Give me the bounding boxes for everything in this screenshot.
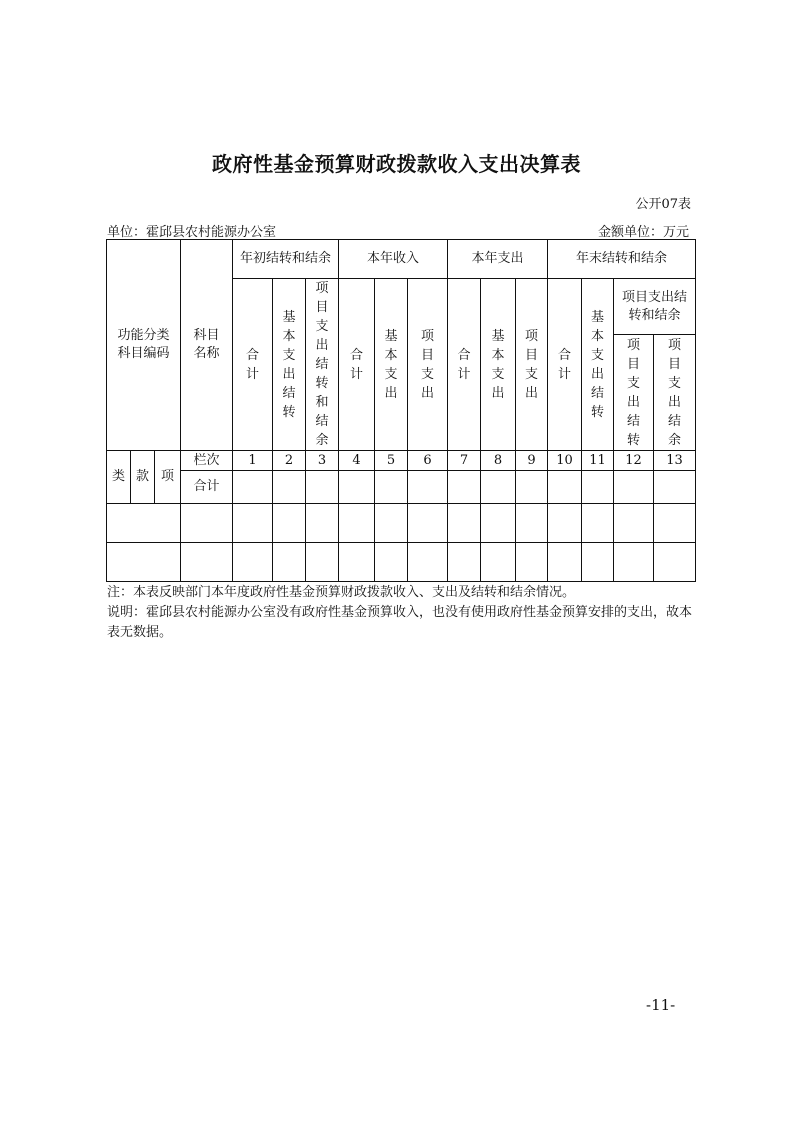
header-begin-total: 合计: [233, 279, 273, 451]
table-cell: [306, 471, 339, 504]
table-cell: [233, 471, 273, 504]
total-row-label: 合计: [181, 471, 233, 504]
header-end-total: 合计: [548, 279, 582, 451]
header-subject-name: 科目名称: [181, 240, 233, 451]
header-func-code: 功能分类科目编码: [107, 240, 181, 451]
table-cell: [273, 504, 306, 543]
table-cell: [408, 504, 448, 543]
table-cell: [273, 471, 306, 504]
header-begin-project-carry-balance: 项目支出结转和结余: [306, 279, 339, 451]
table-cell: [375, 543, 408, 582]
note-text: 注：本表反映部门本年度政府性基金预算财政拨款收入、支出及结转和结余情况。: [107, 585, 576, 600]
table-cell: [306, 504, 339, 543]
table-cell: [481, 543, 516, 582]
header-group-begin: 年初结转和结余: [233, 240, 339, 279]
col-number-4: 4: [339, 451, 375, 471]
table-cell: [516, 471, 548, 504]
col-number-3: 3: [306, 451, 339, 471]
table-cell: [339, 504, 375, 543]
table-cell: [233, 543, 273, 582]
table-cell: [548, 471, 582, 504]
header-group-end: 年末结转和结余: [548, 240, 696, 279]
table-cell: [339, 471, 375, 504]
table-cell: [654, 471, 696, 504]
table-cell: [582, 543, 614, 582]
header-income-basic: 基本支出: [375, 279, 408, 451]
table-row: [107, 543, 696, 582]
header-begin-basic-carry: 基本支出结转: [273, 279, 306, 451]
header-end-project-carry-balance: 项目支出结转和结余: [614, 279, 696, 335]
table-cell: [306, 543, 339, 582]
col-number-13: 13: [654, 451, 696, 471]
amount-unit: 金额单位：万元: [597, 225, 689, 240]
table-code: 公开07表: [635, 197, 691, 212]
table-cell: [339, 543, 375, 582]
header-group-expense: 本年支出: [448, 240, 548, 279]
table-cell: [448, 471, 481, 504]
page-number: -11-: [646, 996, 676, 1014]
table-cell: [481, 504, 516, 543]
header-end-project-carry: 项目支出结转: [614, 335, 654, 451]
table-cell: [548, 504, 582, 543]
table-cell: [448, 543, 481, 582]
header-end-basic-carry: 基本支出结转: [582, 279, 614, 451]
table-cell: [375, 504, 408, 543]
table-cell: [233, 504, 273, 543]
table-cell: [181, 543, 233, 582]
col-number-5: 5: [375, 451, 408, 471]
header-income-project: 项目支出: [408, 279, 448, 451]
col-number-12: 12: [614, 451, 654, 471]
table-cell: [516, 543, 548, 582]
header-expense-total: 合计: [448, 279, 481, 451]
table-cell: [614, 471, 654, 504]
table-cell: [481, 471, 516, 504]
lanci-label: 栏次: [181, 451, 233, 471]
explanation-text: 说明：霍邱县农村能源办公室没有政府性基金预算收入，也没有使用政府性基金预算安排的支出，故本表无数据。: [107, 605, 693, 640]
col-number-8: 8: [481, 451, 516, 471]
header-end-project-balance: 项目支出结余: [654, 335, 696, 451]
col-number-1: 1: [233, 451, 273, 471]
page-title: 政府性基金预算财政拨款收入支出决算表: [212, 152, 581, 176]
table-cell: [448, 504, 481, 543]
unit-label: 单位：霍邱县农村能源办公室: [107, 225, 277, 240]
code-xiang: 项: [155, 451, 181, 504]
fund-table: [106, 239, 696, 582]
col-number-6: 6: [408, 451, 448, 471]
table-cell: [614, 543, 654, 582]
table-cell: [614, 504, 654, 543]
table-cell: [654, 543, 696, 582]
table-cell: [107, 504, 181, 543]
table-row: [107, 504, 696, 543]
table-cell: [375, 471, 408, 504]
col-number-10: 10: [548, 451, 582, 471]
header-income-total: 合计: [339, 279, 375, 451]
col-number-9: 9: [516, 451, 548, 471]
table-cell: [516, 504, 548, 543]
table-cell: [273, 543, 306, 582]
col-number-2: 2: [273, 451, 306, 471]
header-group-income: 本年收入: [339, 240, 448, 279]
table-cell: [582, 471, 614, 504]
table-cell: [181, 504, 233, 543]
header-expense-project: 项目支出: [516, 279, 548, 451]
col-number-7: 7: [448, 451, 481, 471]
code-lei: 类: [107, 451, 131, 504]
col-number-11: 11: [582, 451, 614, 471]
table-cell: [548, 543, 582, 582]
table-cell: [107, 543, 181, 582]
table-cell: [654, 504, 696, 543]
table-cell: [408, 471, 448, 504]
code-kuan: 款: [131, 451, 155, 504]
header-expense-basic: 基本支出: [481, 279, 516, 451]
table-cell: [582, 504, 614, 543]
table-cell: [408, 543, 448, 582]
